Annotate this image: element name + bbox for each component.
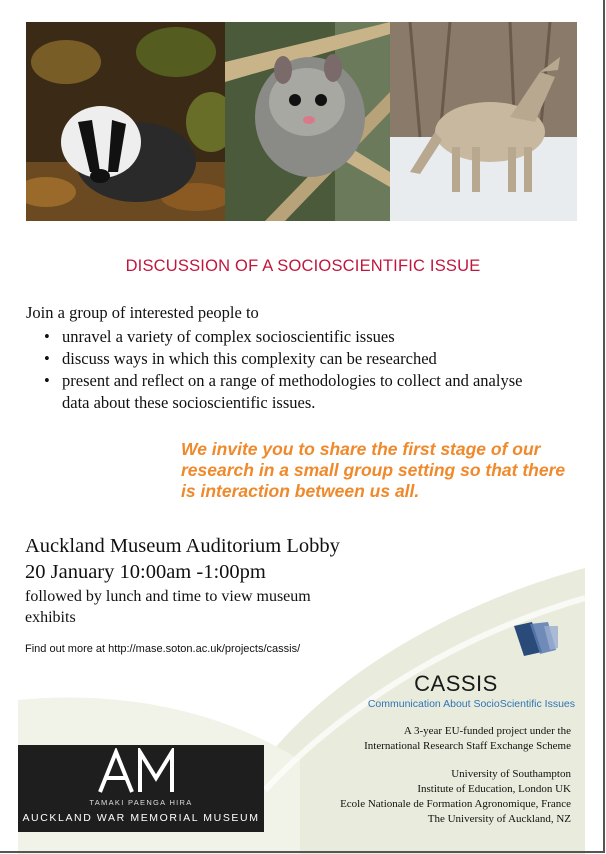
bullet-list bbox=[44, 326, 544, 414]
page-heading: DISCUSSION OF A SOCIOSCIENTIFIC ISSUE bbox=[125, 257, 481, 275]
photo-strip bbox=[26, 22, 577, 221]
university-item: The University of Auckland, NZ bbox=[427, 813, 571, 825]
project-description bbox=[364, 724, 571, 754]
university-item: Institute of Education, London UK bbox=[417, 783, 571, 795]
cassis-logo-icon bbox=[512, 622, 560, 656]
university-item: Ecole Nationale de Formation Agronomique, France bbox=[340, 798, 571, 810]
event-venue: Auckland Museum Auditorium Lobby bbox=[25, 535, 340, 557]
event-followup: followed by lunch and time to view museum exhibits bbox=[25, 588, 311, 626]
possum-photo bbox=[225, 22, 390, 221]
cassis-title: CASSIS bbox=[414, 671, 498, 696]
university-item: University of Southampton bbox=[451, 768, 571, 780]
badger-photo bbox=[26, 22, 225, 221]
find-out-link[interactable]: Find out more at http://mase.soton.ac.uk/projects/cassis/ bbox=[25, 643, 301, 655]
wolf-photo bbox=[390, 22, 577, 221]
university-list bbox=[340, 767, 571, 827]
list-item: • discuss ways in which this complexity can be researched bbox=[44, 348, 544, 370]
project-line: International Research Staff Exchange Scheme bbox=[364, 740, 571, 752]
intro-text: Join a group of interested people to bbox=[26, 303, 259, 322]
museum-logo bbox=[18, 745, 264, 832]
invite-text: We invite you to share the first stage of our research in a small group setting so that there is interaction between us all. bbox=[181, 439, 566, 501]
list-item: • present and reflect on a range of methodologies to collect and analyse data about these socioscientific issues. bbox=[44, 370, 544, 414]
cassis-subtitle: Communication About SocioScientific Issues bbox=[367, 698, 575, 710]
project-line: A 3-year EU-funded project under the bbox=[403, 725, 571, 737]
list-item: • unravel a variety of complex socioscientific issues bbox=[44, 326, 544, 348]
museum-maori-name: TAMAKI PAENGA HIRA bbox=[89, 798, 193, 807]
museum-name: AUCKLAND WAR MEMORIAL MUSEUM bbox=[22, 812, 260, 824]
am-logo-mark bbox=[96, 748, 186, 796]
event-datetime: 20 January 10:00am -1:00pm bbox=[25, 561, 266, 583]
